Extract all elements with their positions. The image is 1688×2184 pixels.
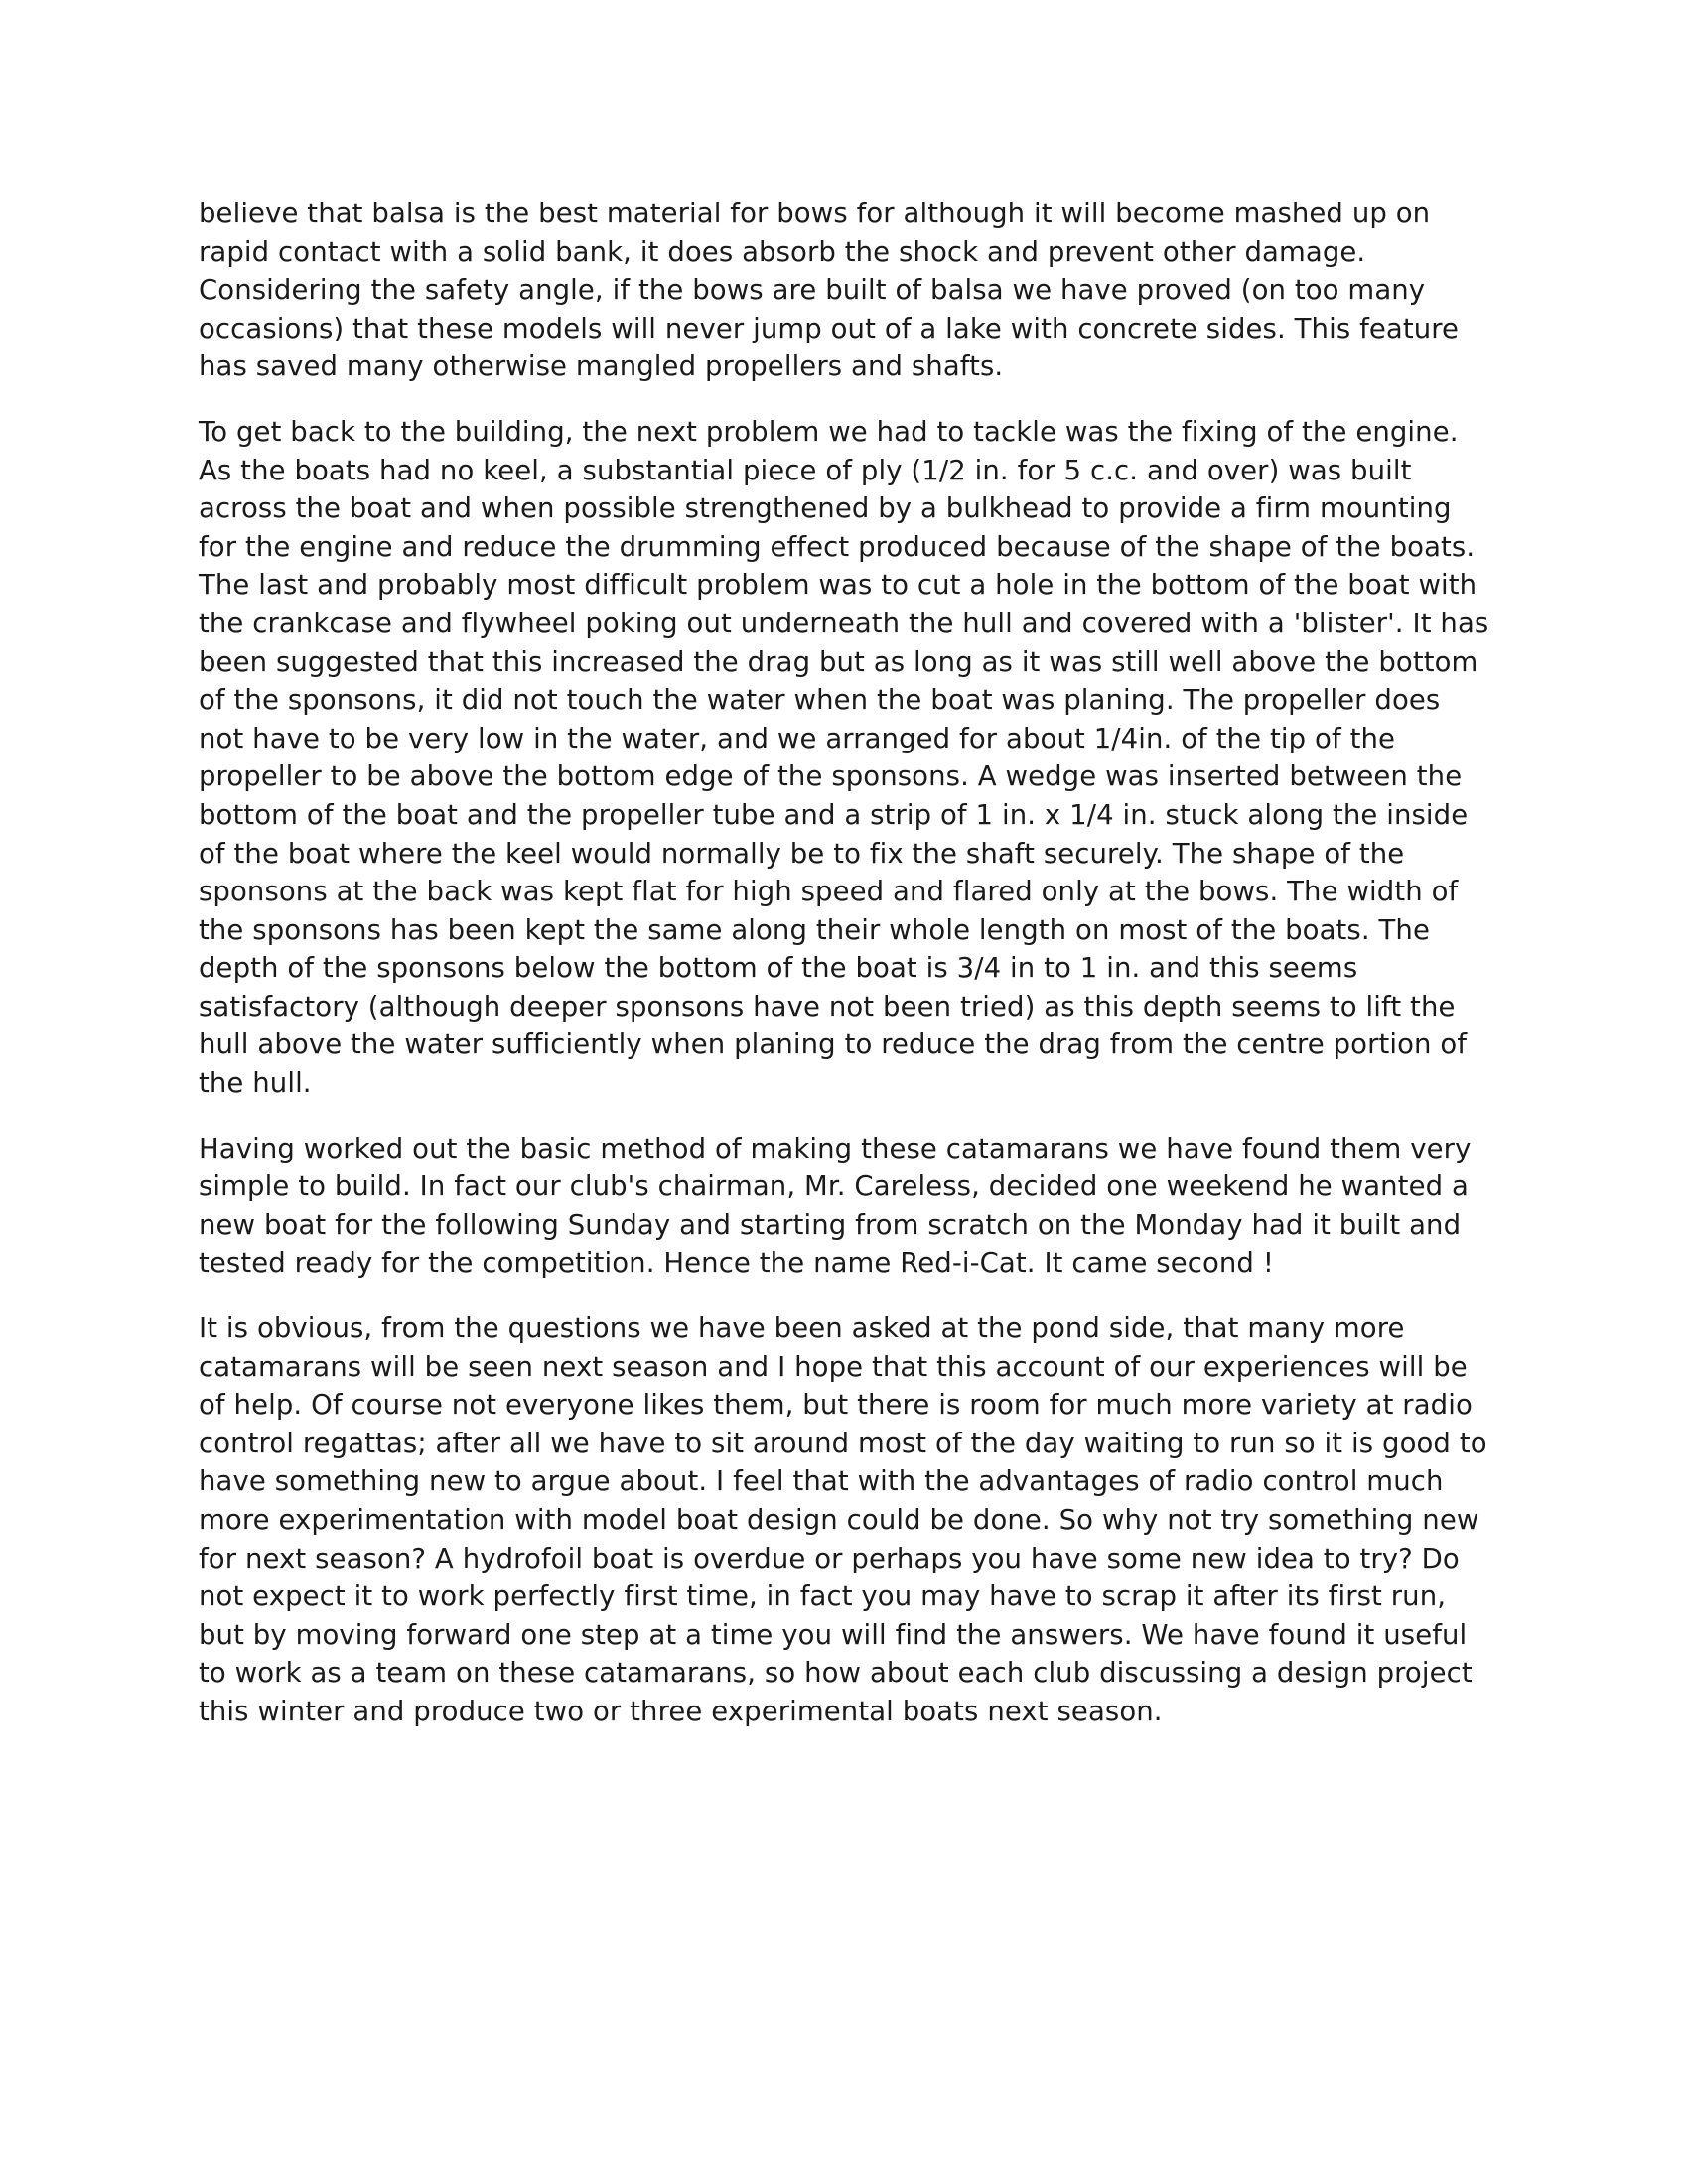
paragraph-engine-fixing: To get back to the building, the next problem we had to tackle was the fixing of the engine. As the boats had no keel, a substantial piece of ply (1/2 in. for 5 c.c. and over) was built across the boat and when possible strengthened by a bulkhead to provide a firm mounting for the engine and reduce the drumming effect produced because of the shape of the boats. The last and probably most difficult problem was to cut a hole in the bottom of the boat with the crankcase and flywheel poking out underneath the hull and covered with a 'blister'. It has been suggested that this increased the drag but as long as it was still well above the bottom of the sponsons, it did not touch the water when the boat was planing. The propeller does not have to be very low in the water, and we arranged for about 1/4in. of the tip of the propeller to be above the bottom edge of the sponsons. A wedge was inserted between the bottom of the boat and the propeller tube and a strip of 1 in. x 1/4 in. stuck along the inside of the boat where the keel would normally be to fix the shaft securely. The shape of the sponsons at the back was kept flat for high speed and flared only at the bows. The width of the sponsons has been kept the same along their whole length on most of the boats. The depth of the sponsons below the bottom of the boat is 3/4 in to 1 in. and this seems satisfactory (although deeper sponsons have not been tried) as this depth seems to lift the hull above the water sufficiently when planing to reduce the drag from the centre portion of the hull. [199,415,1489,1100]
document-page [199,195,1489,1758]
paragraph-red-i-cat: Having worked out the basic method of making these catamarans we have found them very simple to build. In fact our club's chairman, Mr. Careless, decided one weekend he wanted a new boat for the following Sunday and starting from scratch on the Monday had it built and tested ready for the competition. Hence the name Red-i-Cat. It came second ! [199,1132,1472,1280]
paragraph-next-season: It is obvious, from the questions we have been asked at the pond side, that many more catamarans will be seen next season and I hope that this account of our experiences will be of help. Of course not everyone likes them, but there is room for much more variety at radio control regattas; after all we have to sit around most of the day waiting to run so it is good to have something new to argue about. I feel that with the advantages of radio control much more experimentation with model boat design could be done. So why not try something new for next season? A hydrofoil boat is overdue or perhaps you have some new idea to try? Do not expect it to work perfectly first time, in fact you may have to scrap it after its first run, but by moving forward one step at a time you will find the answers. We have found it useful to work as a team on these catamarans, so how about each club discussing a design project this winter and produce two or three experimental boats next season. [199,1312,1487,1727]
paragraph-balsa-bows: believe that balsa is the best material for bows for although it will become mashed up on rapid contact with a solid bank, it does absorb the shock and prevent other damage. Considering the safety angle, if the bows are built of balsa we have proved (on too many occasions) that these models will never jump out of a lake with concrete sides. This feature has saved many otherwise mangled propellers and shafts. [199,198,1460,383]
